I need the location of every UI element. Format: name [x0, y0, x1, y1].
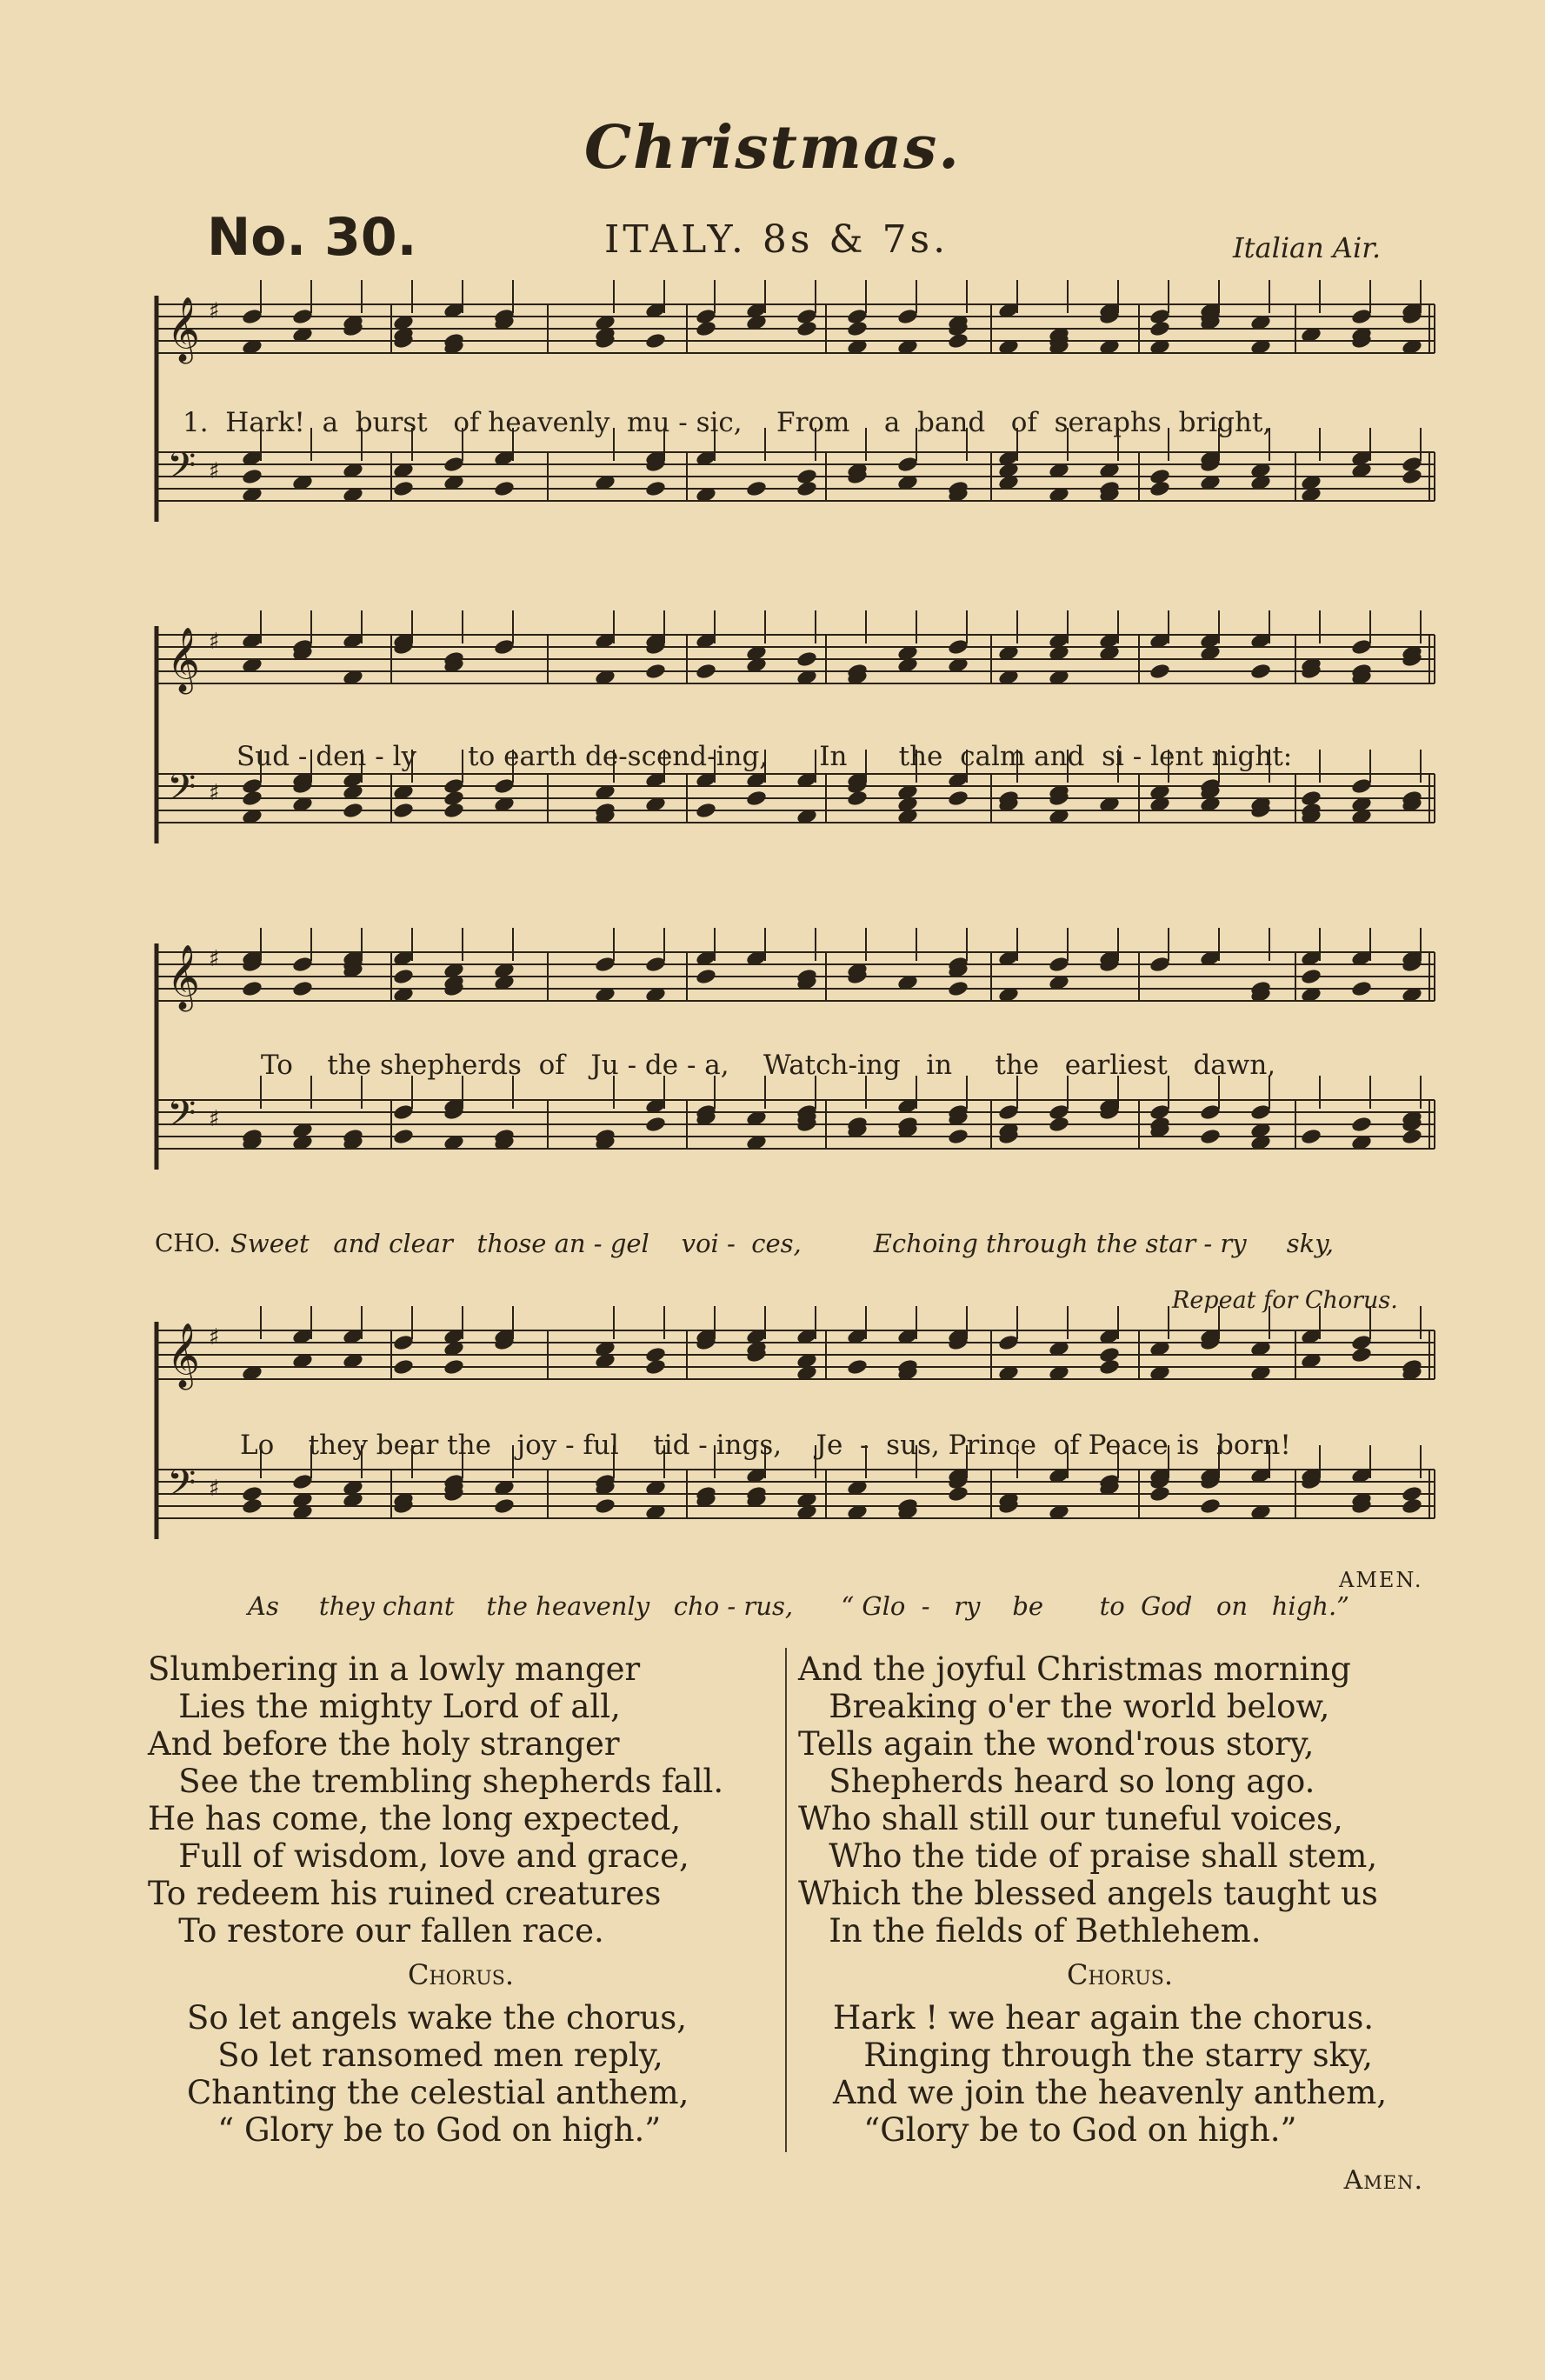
sharp-icon: ♯	[209, 780, 220, 806]
lyric-line-4: Lo they bear the joy - ful tid - ings, Je - sus, Prince of Peace is born!	[240, 1430, 1291, 1461]
note-head	[1350, 1346, 1372, 1364]
note-head	[1350, 777, 1372, 796]
verse-line: Who the tide of praise shall stem,	[798, 1837, 1378, 1875]
note-head	[1401, 1497, 1422, 1516]
treble-clef-icon: 𝄞	[167, 628, 200, 692]
chorus-line-1: Sweet and clear those an - gel voi - ces, Echoing through the star - ry sky,	[230, 1229, 1334, 1258]
verse-left	[148, 1650, 774, 2149]
note-head	[493, 638, 515, 657]
repeat-for-chorus: Repeat for Chorus.	[1172, 1287, 1398, 1314]
sharp-icon: ♯	[209, 458, 220, 484]
note-head	[1149, 663, 1170, 681]
note-head	[241, 468, 263, 486]
note-head	[695, 663, 716, 681]
note-head	[644, 480, 666, 498]
sharp-icon: ♯	[209, 1106, 220, 1132]
verse-line: Lies the mighty Lord of all,	[148, 1688, 621, 1725]
treble-clef-icon: 𝄞	[167, 945, 200, 1010]
note-head	[695, 802, 716, 820]
note-head	[291, 956, 313, 974]
note-head	[745, 790, 767, 808]
sharp-icon: ♯	[209, 629, 220, 655]
chorus-line: And we join the heavenly anthem,	[833, 2074, 1388, 2111]
note-head	[997, 1103, 1019, 1122]
note-head	[443, 456, 464, 474]
chorus-line: Ringing through the starry sky,	[833, 2037, 1373, 2074]
bass-staff	[156, 1076, 1435, 1151]
sharp-icon: ♯	[209, 946, 220, 972]
lyric-line-2: Sud - den - ly to earth de-scend-ing, In the calm and si - lent night:	[236, 741, 1293, 772]
verse-line: See the trembling shepherds fall.	[148, 1763, 724, 1800]
note-head	[1048, 1103, 1069, 1122]
note-head	[1149, 956, 1170, 974]
section-title: Christmas.	[584, 113, 961, 183]
music-system-4	[148, 1304, 1443, 1617]
note-head	[1199, 1497, 1221, 1516]
note-head	[947, 1128, 969, 1146]
note-head	[1098, 1346, 1120, 1364]
note-head	[291, 1473, 313, 1491]
note-head	[745, 480, 767, 498]
note-head	[241, 980, 263, 998]
note-head	[947, 1485, 969, 1503]
chorus-line: “Glory be to God on high.”	[833, 2111, 1297, 2149]
verse-line: Which the blessed angels taught us	[798, 1875, 1378, 1912]
chorus-line: Hark ! we hear again the chorus.	[833, 1999, 1375, 2037]
note-head	[443, 1358, 464, 1377]
verse-line: Shepherds heard so long ago.	[798, 1763, 1315, 1800]
note-head	[896, 456, 918, 474]
verse-line: In the fields of Bethlehem.	[798, 1912, 1262, 1950]
note-head	[947, 790, 969, 808]
tune-name: ITALY. 8s & 7s.	[604, 217, 949, 262]
note-head	[241, 790, 263, 808]
note-head	[1350, 1116, 1372, 1134]
note-head	[947, 332, 969, 350]
note-head	[796, 650, 817, 669]
verse-line: To redeem his ruined creatures	[148, 1875, 662, 1912]
note-head	[796, 308, 817, 326]
note-head	[896, 308, 918, 326]
sharp-icon: ♯	[209, 1324, 220, 1350]
note-head	[1249, 663, 1271, 681]
note-head	[1149, 1485, 1170, 1503]
treble-staff	[156, 1306, 1435, 1390]
note-head	[493, 1497, 515, 1516]
note-head	[1300, 968, 1322, 986]
chorus-heading: Chorus.	[1066, 1958, 1174, 1991]
bass-clef-icon: 𝄢	[167, 444, 196, 497]
verse-line: Who shall still our tuneful voices,	[798, 1800, 1343, 1837]
treble-staff	[156, 610, 1435, 695]
note-head	[392, 802, 414, 820]
note-head	[644, 332, 666, 350]
sharp-icon: ♯	[209, 1476, 220, 1502]
verse-line: Slumbering in a lowly manger	[148, 1650, 641, 1688]
note-head	[796, 468, 817, 486]
verse-right	[798, 1650, 1442, 2149]
bass-clef-icon: 𝄢	[167, 1092, 196, 1144]
music-amen: AMEN.	[1339, 1568, 1423, 1592]
note-head	[392, 1334, 414, 1352]
chorus-line-2: As they chant the heavenly cho - rus, “ Glo - ry be to God on high.”	[248, 1591, 1349, 1621]
bass-clef-icon: 𝄢	[167, 766, 196, 818]
note-head	[1149, 1103, 1170, 1122]
note-head	[241, 1485, 263, 1503]
bass-staff	[156, 428, 1435, 503]
chorus-line: So let angels wake the chorus,	[187, 1999, 688, 2037]
note-head	[1199, 1128, 1221, 1146]
chorus-label: CHO.	[155, 1229, 222, 1257]
sharp-icon: ♯	[209, 298, 220, 324]
treble-staff	[156, 280, 1435, 364]
note-head	[644, 663, 666, 681]
amen-end: Amen.	[1343, 2165, 1423, 2196]
note-head	[644, 1358, 666, 1377]
verse-line: Tells again the wond'rous story,	[798, 1725, 1315, 1763]
note-head	[1149, 320, 1170, 338]
tune-origin: Italian Air.	[1233, 231, 1382, 264]
note-head	[695, 308, 716, 326]
chorus-line: “ Glory be to God on high.”	[187, 2111, 662, 2149]
note-head	[493, 480, 515, 498]
verse-line: Breaking o'er the world below,	[798, 1688, 1330, 1725]
note-head	[695, 968, 716, 986]
note-head	[1350, 980, 1372, 998]
note-head	[1149, 468, 1170, 486]
note-head	[1350, 308, 1372, 326]
note-head	[392, 1358, 414, 1377]
chorus-heading: Chorus.	[407, 1958, 515, 1991]
note-head	[997, 1334, 1019, 1352]
note-head	[644, 956, 666, 974]
note-head	[241, 308, 263, 326]
chorus-line: So let ransomed men reply,	[187, 2037, 663, 2074]
bass-clef-icon: 𝄢	[167, 1462, 196, 1514]
verse-line: Full of wisdom, love and grace,	[148, 1837, 689, 1875]
note-head	[392, 1103, 414, 1122]
note-head	[1401, 456, 1422, 474]
note-head	[1048, 956, 1069, 974]
note-head	[1249, 1103, 1271, 1122]
note-head	[392, 968, 414, 986]
music-system-3	[148, 926, 1443, 1257]
note-head	[342, 802, 363, 820]
note-head	[493, 777, 515, 796]
note-head	[291, 308, 313, 326]
verse-line: And the joyful Christmas morning	[798, 1650, 1351, 1688]
treble-clef-icon: 𝄞	[167, 297, 200, 362]
lyric-line-1: 1. Hark! a burst of heavenly mu - sic, From a band of seraphs bright,	[183, 407, 1272, 438]
music-system-1	[148, 278, 1443, 609]
column-divider	[785, 1648, 787, 2152]
verse-line: To restore our fallen race.	[148, 1912, 604, 1950]
note-head	[443, 790, 464, 808]
note-head	[594, 956, 616, 974]
note-head	[392, 1128, 414, 1146]
note-head	[1350, 638, 1372, 657]
chorus-line: Chanting the celestial anthem,	[187, 2074, 689, 2111]
note-head	[291, 980, 313, 998]
note-head	[392, 480, 414, 498]
verse-line: He has come, the long expected,	[148, 1800, 682, 1837]
treble-staff	[156, 928, 1435, 1012]
note-head	[1199, 1103, 1221, 1122]
note-head	[947, 980, 969, 998]
note-head	[846, 1358, 868, 1377]
note-head	[947, 638, 969, 657]
treble-clef-icon: 𝄞	[167, 1323, 200, 1388]
hymn-number: No. 30.	[207, 207, 417, 268]
note-head	[594, 1497, 616, 1516]
verse-line: And before the holy stranger	[148, 1725, 620, 1763]
note-head	[846, 308, 868, 326]
note-head	[1300, 1128, 1322, 1146]
note-head	[644, 1116, 666, 1134]
lyric-line-3: To the shepherds of Ju - de - a, Watch-ing in the earliest dawn,	[261, 1050, 1276, 1081]
